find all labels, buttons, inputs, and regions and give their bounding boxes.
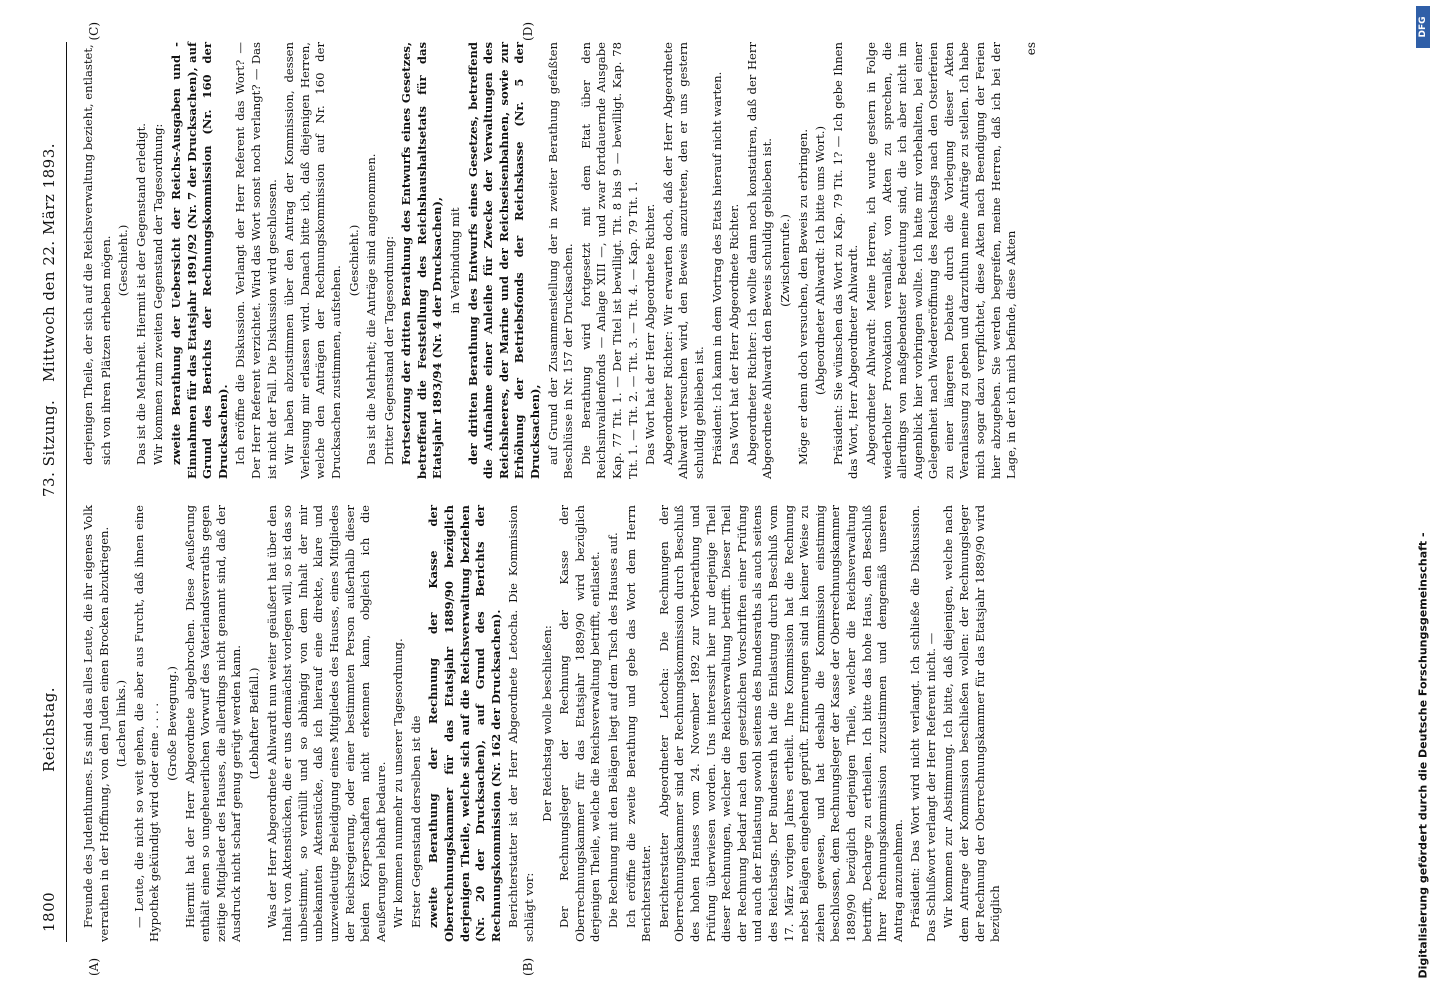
paragraph: Wir kommen zur Abstimmung. Ich bitte, daß diejenigen, welche nach dem Antrage der Kommission beschließen wollen: der Rechnungsleger der Rechnung der Oberrechnungskammer für das Etatsjahr 1889/90 wird bezüglich [941, 505, 1003, 942]
paragraph: Berichterstatter ist der Herr Abgeordnete Letocha. Die Kommission schlägt vor: [506, 505, 537, 942]
paragraph: Präsident: Das Wort wird nicht verlangt. Ich schließe die Diskussion. Das Schlußwort verlangt der Herr Referent nicht. — [908, 505, 938, 942]
paragraph: sich von ihren Plätzen erheben mögen. [98, 235, 113, 465]
paragraph: Möge er denn doch versuchen, den Beweis zu erbringen. [795, 128, 810, 465]
left-column [81, 505, 1022, 942]
paragraph: Abgeordneter Richter: Ich wollte dann noch konstatiren, daß der Herr Abgeordnete Ahlwardt den Beweis schuldig geblieben ist. [744, 42, 775, 479]
paragraph: Abgeordneter Richter: Wir erwarten doch, daß der Herr Abgeordnete Ahlwardt versuchen wird, den Beweis anzutreten, den er uns gestern schuldig geblieben ist. [660, 42, 706, 479]
paragraph: derjenigen Theile, der sich auf die Reichsverwaltung bezieht, entlastet, [81, 44, 95, 465]
paragraph: (Lebhafter Beifall.) [246, 667, 261, 780]
paragraph: Wir kommen nunmehr zu unserer Tagesordnung. [391, 638, 406, 928]
paragraph: Der Reichstag wolle beschließen: [539, 625, 554, 822]
paragraph: (Große Bewegung.) [164, 666, 179, 781]
document-page [26, 20, 1406, 980]
paragraph: Was der Herr Abgeordnete Ahlwardt nun weiter geäußert hat über den Inhalt von Aktenstücken, die er uns demnächst vorlegen will, so ist das so unbestimmt, so verhüllt und so abhängig von dem Inhalt der mir unbekannten Aktenstücke, daß ich hierauf eine direkte, klare und unzweideutige Beleidigung eines Mitgliedes des Hauses, eines Mitgliedes der Reichsregierung, oder einer bestimmten Person außerhalb dieser beiden Körperschaften nicht erkennen kann, obgleich ich die Aeußerungen lebhaft bedaure. [264, 505, 388, 942]
paragraph: in Verbindung mit [448, 207, 463, 314]
header-session: 73. Sitzung. [40, 399, 58, 497]
paragraph: (Zwischenrufe.) [777, 214, 792, 307]
paragraph: zweite Berathung der Uebersicht der Reichs-Ausgaben und -Einnahmen für das Etatsjahr 1891/92 (Nr. 7 der Drucksachen), auf Grund des Berichts der Rechnungskommission (Nr. 160 der Drucksachen). [168, 42, 230, 479]
paragraph: auf Grund der Zusammenstellung der in zweiter Berathung gefaßten Beschlüsse in Nr. 157 der Drucksachen. [545, 42, 576, 479]
text-columns [81, 22, 1022, 976]
paragraph: Berichterstatter Abgeordneter Letocha: Die Rechnungen der Oberrechnungskammer sind der Rechnungskommission durch Beschluß des hohen Hauses vom 24. November 1892 zur Vorberathung und Prüfung überwiesen worden. Uns interessirt hier nur derjenige Theil dieser Rechnungen, welcher die Reichsverwaltung betrifft. Dieser Theil der Rechnung bedarf nach den gesetzlichen Vorschriften einer Prüfung und auch der Entlastung sowohl seitens des Bundesraths als auch seitens des Reichstags. Der Bundesrath hat die Entlastung durch Beschluß vom 17. März vorigen Jahres ertheilt. Ihre Kommission hat die Rechnung nebst Belägen eingehend geprüft. Erinnerungen sind in keiner Weise zu ziehen gewesen, und hat deshalb die Kommission einstimmig beschlossen, dem Rechnungsleger der Kasse der Oberrechnungskammer 1889/90 bezüglich derjenigen Theile, welcher die Reichsverwaltung betrifft, Decharge zu ertheilen. Ich bitte das hohe Haus, den Beschluß Ihrer Rechnungskommission zuzustimmen und demgemäß unseren Antrag anzunehmen. [656, 505, 905, 942]
paragraph: Der Rechnungsleger der Rechnung der Kasse der Oberrechnungskammer für das Etatsjahr 1889/90 wird bezüglich derjenigen Theile, welche die Reichsverwaltung betrifft, entlastet. [557, 505, 603, 942]
page-number: 1800 [40, 891, 58, 932]
paragraph: Die Berathung wird fortgesetzt mit dem Etat über den Reichsinvalidenfonds — Anlage XIII —, und zwar fortdauernde Ausgabe Kap. 77 Tit. 1. — Der Titel ist bewilligt. Tit. 8 bis 9 — bewilligt. Kap. 78 Tit. 1. — Tit. 2. — Tit. 3. — Tit. 4. — Kap. 79 Tit. 1. [578, 42, 640, 479]
paragraph: (Geschieht.) [346, 224, 361, 297]
margin-letter-a: (A) [87, 957, 101, 976]
paragraph: Präsident: Ich kann in dem Vortrag des Etats hierauf nicht warten. [709, 71, 724, 465]
paragraph: — Leute, die nicht so weit gehen, die aber aus Furcht, daß ihnen eine Hypothek gekündigt wird oder eine . . . . [131, 505, 162, 942]
paragraph: Das ist die Mehrheit; die Anträge sind angenommen. [364, 153, 379, 465]
paragraph: Abgeordneter Ahlwardt: Meine Herren, ich wurde gestern in Folge wiederholter Provokation veranlaßt, von Akten zu sprechen, die allerdings von maßgebendster Bedeutung sind, die ich aber nicht im Augenblick hier vorbringen wollte. Ich hatte mir vorbehalten, bei einer Gelegenheit nach Wiedereröffnung des Reichstags nach den Osterferien zu einer längeren Debatte durch die Vorlegung dieser Akten Veranlassung zu geben und darzuthun meine Anträge zu stellen. Ich habe mich sogar dazu verpflichtet, diese Akten nach Beendigung der Ferien hier abzugeben. Sie werden begreifen, meine Herren, daß ich bei der Lage, in der ich mich befinde, diese Akten [863, 42, 1019, 479]
paragraph: der dritten Berathung des Entwurfs eines Gesetzes, betreffend die Aufnahme einer Anleihe für Zwecke der Verwaltungen des Reichsheeres, der Marine und der Reichseisenbahnen, sowie zur Erhöhung der Betriebsfonds der Reichskasse (Nr. 5 der Drucksachen), [465, 42, 543, 479]
paragraph: (Lachen links.) [114, 679, 129, 768]
paragraph: Wir haben abzustimmen über den Antrag der Kommission, dessen Verlesung mir erlassen wird. Danach bitte ich, daß diejenigen Herren, welche den Anträgen der Rechnungskommission auf Nr. 160 der Drucksachen zustimmen, aufstehen. [282, 42, 343, 479]
header-title: Reichstag. [40, 686, 58, 772]
paragraph: Fortsetzung der dritten Berathung des Entwurfs eines Gesetzes, betreffend die Feststellung des Reichshaushaltsetats für das Etatsjahr 1893/94 (Nr. 4 der Drucksachen), [399, 42, 445, 479]
paragraph: Ich eröffne die zweite Berathung und gebe das Wort dem Herrn Berichterstatter. [623, 505, 654, 942]
paragraph: Das Wort hat der Herr Abgeordnete Richter. [643, 203, 658, 465]
paragraph: (Abgeordneter Ahlwardt: Ich bitte ums Wort.) [813, 125, 828, 396]
paragraph: Freunde des Judenthumes. Es sind das alles Leute, die ihr eigenes Volk verrathen in der Hoffnung, von den Juden einen Brocken abzukriegen. [81, 505, 111, 942]
paragraph: Ich eröffne die Diskussion. Verlangt der Herr Referent das Wort? — Der Herr Referent verzichtet. Wird das Wort sonst noch verlangt? — Das ist nicht der Fall. Die Diskussion wird geschlossen. [233, 42, 279, 479]
paragraph: Wir kommen zum zweiten Gegenstand der Tagesordnung: [151, 123, 166, 465]
paragraph: Die Rechnung mit den Belägen liegt auf dem Tisch des Hauses auf. [606, 532, 620, 928]
right-column [81, 42, 1022, 479]
paragraph: (Geschieht.) [116, 224, 131, 297]
paragraph: Das ist die Mehrheit. Hiermit ist der Gegenstand erledigt. [133, 123, 148, 465]
digitization-credit [1416, 6, 1430, 994]
catchword: es [1023, 42, 1038, 56]
paragraph: Das Wort hat der Herr Abgeordnete Richter. [727, 203, 742, 465]
paragraph: Hiermit hat der Herr Abgeordnete abgebrochen. Diese Aeußerung enthält einen so ungeheuerlichen Vorwurf des Vaterlandsverraths gegen zeitige Mitglieder des Hauses, die allerdings nicht genannt sind, daß der Ausdruck nicht scharf genug gerügt werden kann. [182, 505, 244, 942]
margin-letter-b: (B) [521, 957, 535, 976]
paragraph: Erster Gegenstand derselben ist die [408, 715, 423, 928]
paragraph: Präsident: Sie wünschen das Wort zu Kap. 79 Tit. 1? — Ich gebe Ihnen das Wort, Herr Abgeordneter Ahlwardt. [830, 42, 861, 479]
dfg-logo-text: DFG [1418, 16, 1428, 38]
page-header [32, 42, 67, 942]
paragraph: Dritter Gegenstand der Tagesordnung: [381, 235, 396, 465]
margin-letter-d: (D) [521, 22, 535, 41]
paragraph: zweite Berathung der Rechnung der Kasse der Oberrechnungskammer für das Etatsjahr 1889/90 bezüglich derjenigen Theile, welche sich auf die Reichsverwaltung beziehen (Nr. 20 der Drucksachen), auf Grund des Berichts der Rechnungskommission (Nr. 162 der Drucksachen). [426, 505, 503, 942]
credit-text: Digitalisierung gefördert durch die Deutsche Forschungsgemeinschaft - [1416, 532, 1430, 979]
margin-letter-c: (C) [87, 22, 101, 41]
header-date: Mittwoch den 22. März 1893. [40, 142, 58, 382]
